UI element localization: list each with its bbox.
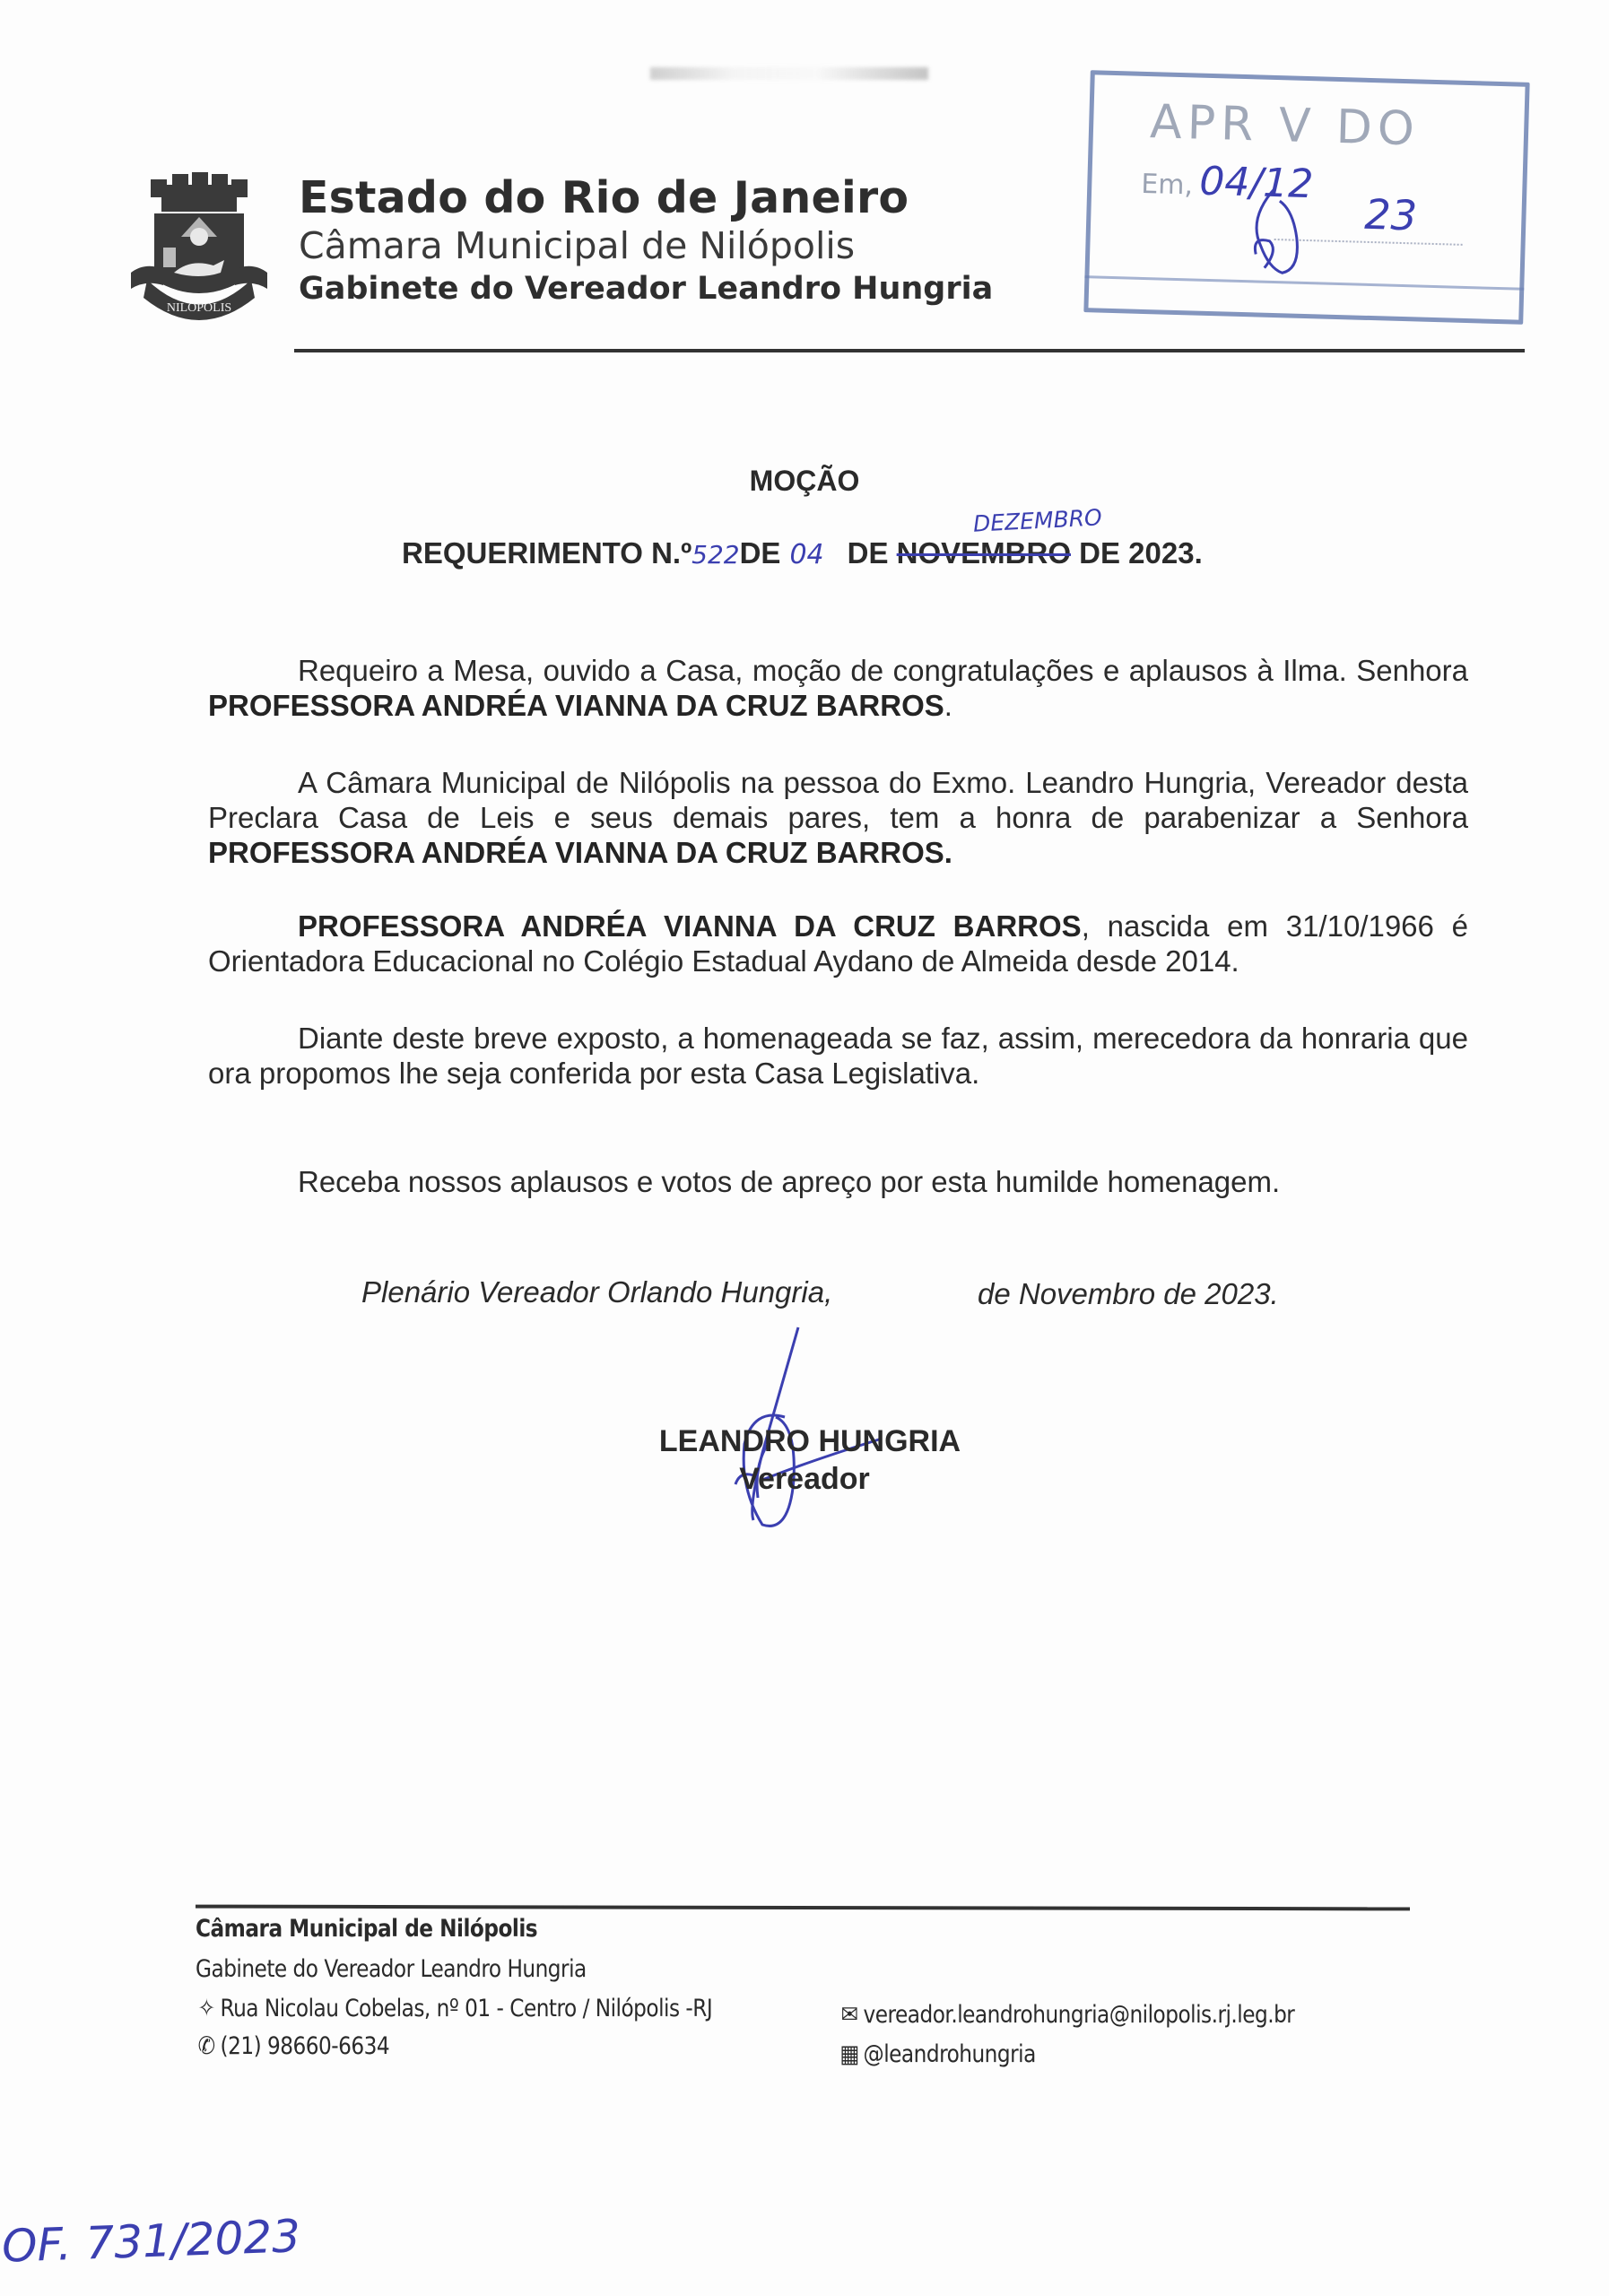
footer-email-text[interactable]: vereador.leandrohungria@nilopolis.rj.leg.br <box>863 2001 1295 2029</box>
p1-end: . <box>944 689 952 722</box>
scan-smudge <box>650 67 928 80</box>
approval-stamp <box>1083 70 1529 325</box>
p2-end: . <box>944 836 952 869</box>
header-chamber: Câmara Municipal de Nilópolis <box>299 224 856 267</box>
request-number-handwritten: 522 <box>691 540 740 570</box>
stamp-initials-icon <box>1241 182 1316 283</box>
footer-phone <box>196 2032 389 2060</box>
phone-icon: ✆ <box>197 2032 215 2060</box>
closing-place: Plenário Vereador Orlando Hungria, <box>361 1275 833 1309</box>
stamp-word: APR V DO <box>1149 95 1421 157</box>
header-divider <box>294 349 1525 352</box>
paragraph-biography <box>208 909 1468 978</box>
p1-text: Requeiro a Mesa, ouvido a Casa, moção de congratulações e aplausos à Ilma. Senhora <box>298 654 1468 687</box>
honoree-name: PROFESSORA ANDRÉA VIANNA DA CRUZ BARROS <box>208 689 944 722</box>
footer-social-text[interactable]: @leandrohungria <box>863 2040 1036 2068</box>
request-de-1: DE <box>739 536 781 570</box>
footer-phone-text: (21) 98660-6634 <box>220 2032 390 2060</box>
request-prefix: REQUERIMENTO N.º <box>402 536 692 570</box>
request-de-2: DE <box>847 536 889 570</box>
signer-role: Vereador <box>739 1462 870 1496</box>
stamp-handwritten-year: 23 <box>1363 189 1418 240</box>
footer-address-text: Rua Nicolau Cobelas, nº 01 - Centro / Nilópolis -RJ <box>220 1995 713 2022</box>
handwritten-month-correction: DEZEMBRO <box>972 504 1103 537</box>
instagram-icon: ▦ <box>839 2040 859 2068</box>
request-month-struck: NOVEMBRO <box>896 536 1071 570</box>
closing-date: de Novembro de 2023. <box>978 1277 1279 1310</box>
nilopolis-coat-of-arms-icon <box>127 172 271 323</box>
crest-text: NILOPOLIS <box>166 301 232 315</box>
header-state: Estado do Rio de Janeiro <box>299 172 909 223</box>
footer-divider <box>196 1905 1410 1911</box>
request-day-handwritten: 04 <box>789 539 824 570</box>
paragraph-merit: Diante deste breve exposto, a homenageada se faz, assim, merecedora da honraria que ora propomos lhe seja conferida por esta Casa Legislativa. <box>208 1022 1468 1090</box>
stamp-handwritten-date: 04/12 <box>1198 158 1314 208</box>
envelope-icon: ✉ <box>840 2001 858 2029</box>
handwritten-office-reference: OF. 731/2023 <box>1 2210 301 2273</box>
paragraph-applause: Receba nossos aplausos e votos de apreço por esta humilde homenagem. <box>298 1165 1281 1198</box>
paragraph-request <box>208 653 1468 723</box>
signer-name: LEANDRO HUNGRIA <box>658 1424 961 1458</box>
p3-text: , nascida em 31/10/1966 é Orientadora Educacional no Colégio Estadual Aydano de Almeida desde 2014. <box>208 909 1468 978</box>
footer-email[interactable] <box>839 2001 1294 2029</box>
paragraph-congratulation <box>208 765 1468 870</box>
request-suffix: DE 2023. <box>1079 536 1203 570</box>
document-heading: MOÇÃO <box>749 465 860 497</box>
honoree-name: PROFESSORA ANDRÉA VIANNA DA CRUZ BARROS <box>208 836 944 869</box>
footer-office: Gabinete do Vereador Leandro Hungria <box>196 1955 587 1983</box>
honoree-name: PROFESSORA ANDRÉA VIANNA DA CRUZ BARROS <box>298 909 1082 943</box>
footer-social[interactable] <box>839 2040 1036 2068</box>
request-line <box>402 536 1203 570</box>
stamp-em-label: Em, <box>1140 168 1194 202</box>
header-office: Gabinete do Vereador Leandro Hungria <box>299 271 994 307</box>
map-pin-icon: ✧ <box>197 1995 215 2022</box>
footer-chamber: Câmara Municipal de Nilópolis <box>196 1915 538 1943</box>
footer-address <box>196 1995 712 2022</box>
p2-text: A Câmara Municipal de Nilópolis na pessoa do Exmo. Leandro Hungria, Vereador desta Preclara Casa de Leis e seus demais pares, tem a honra de parabenizar a Senhora <box>208 766 1468 834</box>
